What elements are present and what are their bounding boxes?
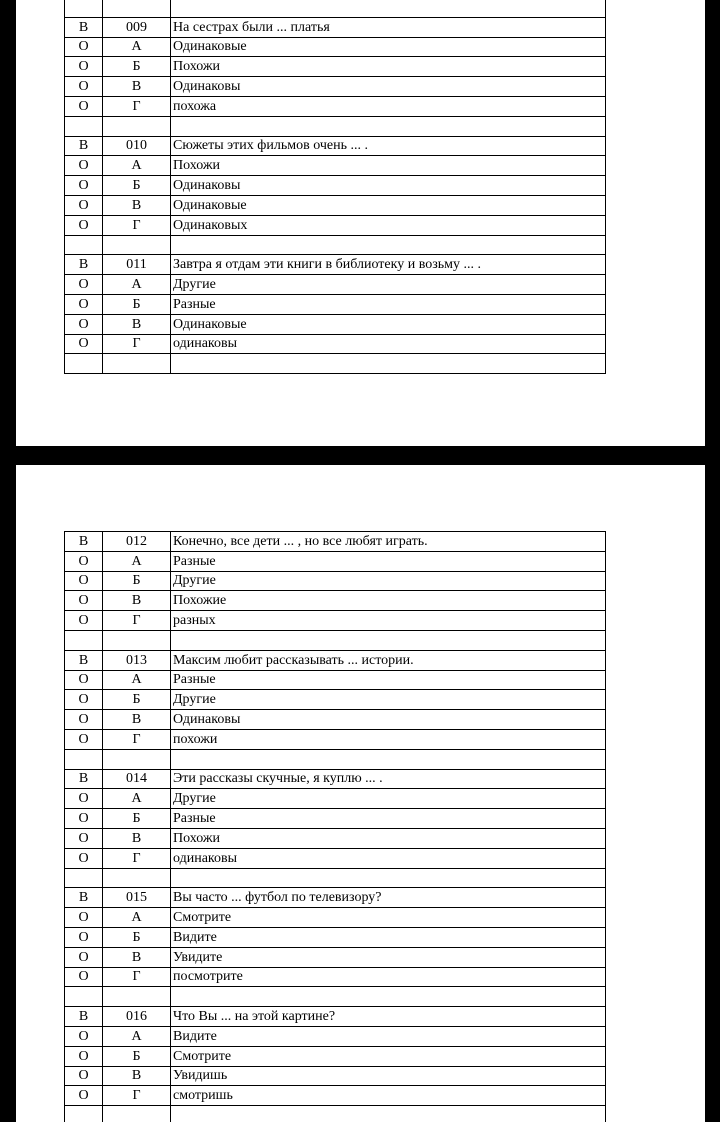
option-text: Одинаковых — [171, 215, 606, 235]
option-letter: Г — [103, 1086, 171, 1106]
option-letter: Б — [103, 571, 171, 591]
question-number: 009 — [103, 17, 171, 37]
question-tag: В — [65, 532, 103, 552]
option-row — [65, 1026, 606, 1046]
option-tag: О — [65, 729, 103, 749]
option-tag: О — [65, 848, 103, 868]
empty-cell — [171, 354, 606, 374]
empty-cell — [65, 116, 103, 136]
option-row — [65, 809, 606, 829]
option-tag: О — [65, 828, 103, 848]
empty-cell — [171, 235, 606, 255]
question-row — [65, 255, 606, 275]
option-row — [65, 1046, 606, 1066]
quiz-table — [64, 0, 606, 374]
question-number: 014 — [103, 769, 171, 789]
option-letter: А — [103, 789, 171, 809]
spacer-row — [65, 1106, 606, 1122]
question-text: Вы часто ... футбол по телевизору? — [171, 888, 606, 908]
option-tag: О — [65, 571, 103, 591]
option-text: одинаковы — [171, 334, 606, 354]
option-text: Увидишь — [171, 1066, 606, 1086]
option-text: Разные — [171, 670, 606, 690]
option-letter: В — [103, 947, 171, 967]
option-letter: Г — [103, 215, 171, 235]
question-text: На сестрах были ... платья — [171, 17, 606, 37]
option-letter: В — [103, 710, 171, 730]
spacer-row — [65, 749, 606, 769]
option-text: Другие — [171, 571, 606, 591]
empty-cell — [65, 0, 103, 17]
option-letter: В — [103, 77, 171, 97]
empty-cell — [65, 987, 103, 1007]
option-row — [65, 908, 606, 928]
option-tag: О — [65, 176, 103, 196]
question-row — [65, 17, 606, 37]
option-row — [65, 551, 606, 571]
option-letter: Б — [103, 1046, 171, 1066]
option-text: Похожи — [171, 828, 606, 848]
option-text: Разные — [171, 809, 606, 829]
option-letter: В — [103, 314, 171, 334]
question-row — [65, 888, 606, 908]
spacer-row — [65, 354, 606, 374]
option-text: Смотрите — [171, 908, 606, 928]
option-letter: А — [103, 37, 171, 57]
option-tag: О — [65, 551, 103, 571]
option-letter: Б — [103, 809, 171, 829]
empty-cell — [65, 630, 103, 650]
question-number: 010 — [103, 136, 171, 156]
option-letter: А — [103, 551, 171, 571]
spacer-row — [65, 0, 606, 17]
option-tag: О — [65, 57, 103, 77]
empty-cell — [103, 0, 171, 17]
question-row — [65, 650, 606, 670]
option-letter: А — [103, 670, 171, 690]
option-tag: О — [65, 710, 103, 730]
empty-cell — [171, 630, 606, 650]
option-text: Другие — [171, 789, 606, 809]
option-letter: Г — [103, 96, 171, 116]
empty-cell — [103, 116, 171, 136]
option-text: Одинаковые — [171, 37, 606, 57]
question-row — [65, 532, 606, 552]
option-row — [65, 195, 606, 215]
option-tag: О — [65, 334, 103, 354]
option-tag: О — [65, 275, 103, 295]
option-text: похожа — [171, 96, 606, 116]
option-row — [65, 57, 606, 77]
option-text: Одинаковые — [171, 195, 606, 215]
option-letter: Г — [103, 967, 171, 987]
question-number: 013 — [103, 650, 171, 670]
option-letter: Г — [103, 729, 171, 749]
option-text: Увидите — [171, 947, 606, 967]
option-tag: О — [65, 967, 103, 987]
option-tag: О — [65, 670, 103, 690]
question-number: 012 — [103, 532, 171, 552]
question-tag: В — [65, 1007, 103, 1027]
option-text: Одинаковы — [171, 77, 606, 97]
empty-cell — [171, 868, 606, 888]
option-tag: О — [65, 1066, 103, 1086]
option-text: разных — [171, 611, 606, 631]
option-tag: О — [65, 690, 103, 710]
option-row — [65, 591, 606, 611]
option-tag: О — [65, 1026, 103, 1046]
option-row — [65, 828, 606, 848]
option-tag: О — [65, 1086, 103, 1106]
option-tag: О — [65, 96, 103, 116]
empty-cell — [103, 1106, 171, 1122]
option-tag: О — [65, 294, 103, 314]
option-text: Одинаковы — [171, 176, 606, 196]
option-tag: О — [65, 789, 103, 809]
option-row — [65, 215, 606, 235]
option-row — [65, 690, 606, 710]
option-text: Разные — [171, 551, 606, 571]
spacer-row — [65, 235, 606, 255]
empty-cell — [103, 868, 171, 888]
option-letter: Б — [103, 690, 171, 710]
option-tag: О — [65, 1046, 103, 1066]
option-tag: О — [65, 156, 103, 176]
question-text: Сюжеты этих фильмов очень ... . — [171, 136, 606, 156]
question-row — [65, 769, 606, 789]
option-text: похожи — [171, 729, 606, 749]
empty-cell — [171, 0, 606, 17]
empty-cell — [103, 630, 171, 650]
quiz-table — [64, 531, 606, 1122]
option-tag: О — [65, 591, 103, 611]
option-text: Видите — [171, 1026, 606, 1046]
question-row — [65, 1007, 606, 1027]
spacer-row — [65, 987, 606, 1007]
empty-cell — [65, 235, 103, 255]
question-number: 015 — [103, 888, 171, 908]
empty-cell — [65, 868, 103, 888]
empty-cell — [103, 987, 171, 1007]
empty-cell — [65, 1106, 103, 1122]
question-number: 011 — [103, 255, 171, 275]
option-tag: О — [65, 314, 103, 334]
option-row — [65, 571, 606, 591]
option-row — [65, 967, 606, 987]
option-row — [65, 729, 606, 749]
option-text: Смотрите — [171, 1046, 606, 1066]
document-page-1 — [16, 0, 705, 446]
option-letter: В — [103, 591, 171, 611]
option-letter: В — [103, 828, 171, 848]
option-row — [65, 314, 606, 334]
document-page-2 — [16, 465, 705, 1122]
option-row — [65, 947, 606, 967]
option-letter: Б — [103, 57, 171, 77]
option-row — [65, 1066, 606, 1086]
question-tag: В — [65, 888, 103, 908]
option-tag: О — [65, 195, 103, 215]
option-text: посмотрите — [171, 967, 606, 987]
option-text: Одинаковы — [171, 710, 606, 730]
option-text: Видите — [171, 927, 606, 947]
option-text: одинаковы — [171, 848, 606, 868]
option-row — [65, 334, 606, 354]
option-text: Похожие — [171, 591, 606, 611]
question-text: Эти рассказы скучные, я куплю ... . — [171, 769, 606, 789]
option-letter: Б — [103, 294, 171, 314]
spacer-row — [65, 868, 606, 888]
option-row — [65, 789, 606, 809]
option-letter: Б — [103, 176, 171, 196]
option-letter: В — [103, 195, 171, 215]
option-text: Другие — [171, 275, 606, 295]
option-text: Похожи — [171, 57, 606, 77]
option-row — [65, 96, 606, 116]
question-number: 016 — [103, 1007, 171, 1027]
empty-cell — [103, 749, 171, 769]
option-letter: В — [103, 1066, 171, 1086]
empty-cell — [65, 354, 103, 374]
option-row — [65, 927, 606, 947]
spacer-row — [65, 630, 606, 650]
question-tag: В — [65, 650, 103, 670]
question-tag: В — [65, 17, 103, 37]
empty-cell — [171, 987, 606, 1007]
option-tag: О — [65, 908, 103, 928]
empty-cell — [171, 1106, 606, 1122]
option-tag: О — [65, 809, 103, 829]
option-letter: А — [103, 908, 171, 928]
question-tag: В — [65, 769, 103, 789]
option-tag: О — [65, 77, 103, 97]
option-row — [65, 848, 606, 868]
option-row — [65, 670, 606, 690]
option-row — [65, 156, 606, 176]
option-letter: Г — [103, 848, 171, 868]
option-row — [65, 1086, 606, 1106]
option-tag: О — [65, 927, 103, 947]
option-letter: Б — [103, 927, 171, 947]
option-tag: О — [65, 947, 103, 967]
option-text: Разные — [171, 294, 606, 314]
option-text: Похожи — [171, 156, 606, 176]
question-text: Максим любит рассказывать ... истории. — [171, 650, 606, 670]
option-tag: О — [65, 37, 103, 57]
option-tag: О — [65, 215, 103, 235]
empty-cell — [103, 235, 171, 255]
option-row — [65, 611, 606, 631]
option-letter: Г — [103, 611, 171, 631]
option-letter: А — [103, 275, 171, 295]
question-text: Конечно, все дети ... , но все любят играть. — [171, 532, 606, 552]
option-letter: А — [103, 1026, 171, 1046]
option-row — [65, 176, 606, 196]
question-text: Что Вы ... на этой картине? — [171, 1007, 606, 1027]
option-tag: О — [65, 611, 103, 631]
option-letter: Г — [103, 334, 171, 354]
option-text: Другие — [171, 690, 606, 710]
empty-cell — [103, 354, 171, 374]
option-row — [65, 294, 606, 314]
question-tag: В — [65, 255, 103, 275]
option-text: Одинаковые — [171, 314, 606, 334]
question-tag: В — [65, 136, 103, 156]
option-row — [65, 77, 606, 97]
empty-cell — [171, 116, 606, 136]
option-letter: А — [103, 156, 171, 176]
question-row — [65, 136, 606, 156]
spacer-row — [65, 116, 606, 136]
empty-cell — [65, 749, 103, 769]
option-text: смотришь — [171, 1086, 606, 1106]
option-row — [65, 37, 606, 57]
question-text: Завтра я отдам эти книги в библиотеку и возьму ... . — [171, 255, 606, 275]
option-row — [65, 710, 606, 730]
option-row — [65, 275, 606, 295]
empty-cell — [171, 749, 606, 769]
